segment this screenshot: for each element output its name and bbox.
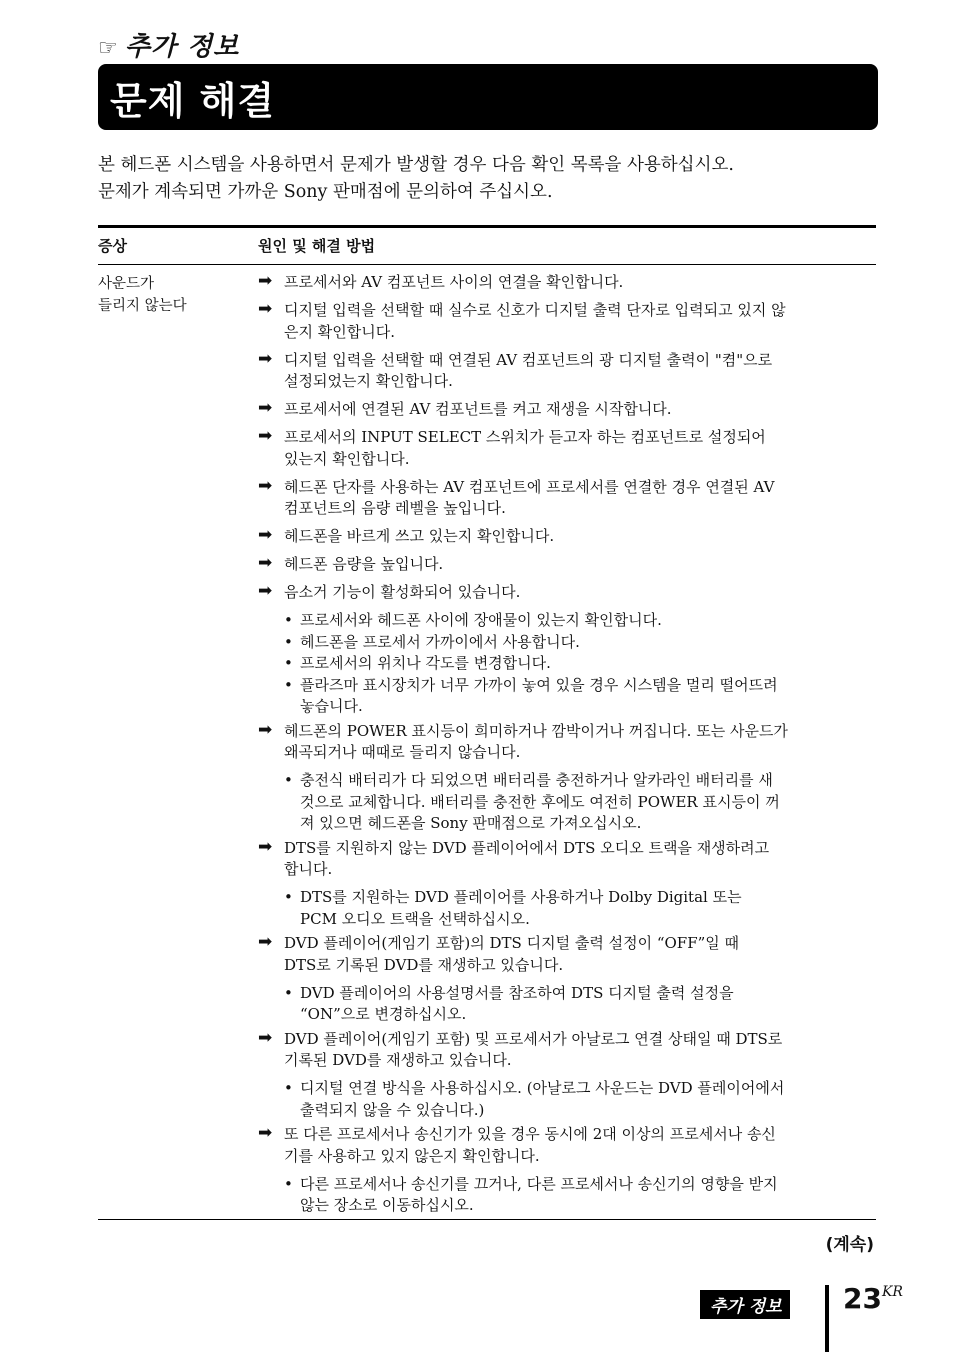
- arrow-right-icon: ➡: [258, 581, 273, 601]
- remedy-text-line: 왜곡되거나 때때로 들리지 않습니다.: [284, 743, 521, 761]
- remedy-text-line: 합니다.: [284, 860, 333, 878]
- bullet-dot-icon: •: [284, 1079, 293, 1097]
- arrow-right-icon: ➡: [258, 348, 273, 369]
- intro-paragraph: [98, 152, 888, 206]
- remedy-text-line: 헤드폰 음량을 높입니다.: [284, 555, 444, 573]
- remedy-bullet-list: [284, 887, 878, 930]
- bullet-text-line: 출력되지 않을 수 있습니다.): [300, 1100, 485, 1119]
- intro-line: 본 헤드폰 시스템을 사용하면서 문제가 발생할 경우 다음 확인 목록을 사용하십시오.: [98, 155, 734, 175]
- bullet-item: [284, 1078, 878, 1121]
- remedy-text-line: DTS로 기록된 DVD를 재생하고 있습니다.: [284, 955, 564, 974]
- bullet-item: [284, 610, 878, 632]
- remedy-text-line: 있는지 확인합니다.: [284, 449, 410, 468]
- remedy-text-line: 프로세서에 연결된 AV 컴포넌트를 켜고 재생을 시작합니다.: [284, 400, 672, 418]
- table-header-rule: [98, 264, 876, 265]
- remedy-bullet-list: [284, 1078, 878, 1121]
- remedy-item: [258, 427, 878, 470]
- bullet-text-line: 헤드폰을 프로세서 가까이에서 사용합니다.: [300, 632, 580, 651]
- remedy-text-line: 디지털 입력을 선택할 때 연결된 AV 컴포넌트의 광 디지털 출력이 "켬"으로: [284, 350, 773, 369]
- remedy-bullet-list: [284, 610, 878, 718]
- remedy-item: [258, 838, 878, 881]
- section-heading-text: 추가 정보: [124, 32, 240, 62]
- bullet-dot-icon: •: [284, 1174, 293, 1193]
- arrow-right-icon: ➡: [258, 719, 273, 740]
- arrow-right-icon: ➡: [258, 475, 273, 496]
- bullet-item: [284, 770, 878, 835]
- remedy-item: [258, 933, 878, 976]
- bullet-text-line: PCM 오디오 트랙을 선택하십시오.: [300, 909, 530, 928]
- remedy-item: [258, 1124, 878, 1167]
- remedy-text-line: 음소거 기능이 활성화되어 있습니다.: [284, 583, 521, 601]
- bullet-dot-icon: •: [284, 771, 293, 789]
- continued-note: (계속): [825, 1235, 874, 1255]
- remedy-text-line: 프로세서의 INPUT SELECT 스위치가 듣고자 하는 컴포넌트로 설정되어: [284, 428, 766, 446]
- bullet-dot-icon: •: [284, 888, 293, 906]
- section-heading: [98, 26, 239, 63]
- bullet-item: [284, 632, 878, 654]
- remedy-item: [258, 399, 878, 421]
- bullet-item: [284, 653, 878, 675]
- remedy-text-line: 또 다른 프로세서나 송신기가 있을 경우 동시에 2대 이상의 프로세서나 송신: [284, 1125, 776, 1143]
- remedy-item: [258, 554, 878, 576]
- bullet-text-line: 디지털 연결 방식을 사용하십시오. (아날로그 사운드는 DVD 플레이어에서: [300, 1079, 785, 1097]
- page-title-bar: [98, 64, 878, 130]
- arrow-right-icon: ➡: [258, 299, 273, 319]
- remedy-bullet-list: [284, 1174, 878, 1217]
- arrow-right-icon: ➡: [258, 271, 273, 291]
- remedy-item: [258, 350, 878, 393]
- bullet-text-line: DTS를 지원하는 DVD 플레이어를 사용하거나 Dolby Digital 또는: [300, 888, 742, 906]
- bullet-text-line: 프로세서의 위치나 각도를 변경합니다.: [300, 654, 551, 672]
- page-number-value: 23: [843, 1282, 882, 1315]
- remedy-text-line: 설정되었는지 확인합니다.: [284, 372, 453, 390]
- remedy-item: [258, 300, 878, 343]
- bullet-text-line: 것으로 교체합니다. 배터리를 충전한 후에도 여전히 POWER 표시등이 꺼: [300, 792, 780, 811]
- arrow-right-icon: ➡: [258, 1027, 273, 1048]
- arrow-right-icon: ➡: [258, 836, 273, 857]
- remedy-text-line: 디지털 입력을 선택할 때 실수로 신호가 디지털 출력 단자로 입력되고 있지 않: [284, 301, 786, 319]
- remedy-item: [258, 477, 878, 520]
- bullet-text-line: 프로세서와 헤드폰 사이에 장애물이 있는지 확인합니다.: [300, 611, 662, 629]
- bullet-dot-icon: •: [284, 611, 293, 629]
- bullet-item: [284, 675, 878, 718]
- bullet-item: [284, 983, 878, 1026]
- symptom-cell: [98, 273, 187, 317]
- remedy-text-line: 헤드폰의 POWER 표시등이 희미하거나 깜박이거나 꺼집니다. 또는 사운드가: [284, 721, 788, 740]
- remedy-text-line: DVD 플레이어(게임기 포함) 및 프로세서가 아날로그 연결 상태일 때 DTS로: [284, 1029, 783, 1048]
- bullet-item: [284, 887, 878, 930]
- arrow-right-icon: ➡: [258, 1123, 273, 1143]
- remedy-text-line: 기를 사용하고 있지 않은지 확인합니다.: [284, 1146, 540, 1165]
- page-title: 문제 해결: [110, 79, 276, 123]
- header-remedy: 원인 및 해결 방법: [258, 237, 376, 255]
- table-top-rule: [98, 225, 876, 228]
- arrow-right-icon: ➡: [258, 932, 273, 952]
- remedy-text-line: 프로세서와 AV 컴포넌트 사이의 연결을 확인합니다.: [284, 273, 624, 291]
- remedy-text-line: 기록된 DVD를 재생하고 있습니다.: [284, 1051, 512, 1069]
- bullet-dot-icon: •: [284, 632, 293, 651]
- table-bottom-rule: [98, 1219, 876, 1220]
- remedy-text-line: 헤드폰 단자를 사용하는 AV 컴포넌트에 프로세서를 연결한 경우 연결된 AV: [284, 477, 775, 496]
- footer-section-label: 추가 정보: [700, 1290, 790, 1319]
- remedy-bullet-list: [284, 770, 878, 835]
- arrow-right-icon: ➡: [258, 426, 273, 446]
- bullet-text-line: 져 있으면 헤드폰을 Sony 판매점으로 가져오십시오.: [300, 814, 642, 832]
- arrow-right-icon: ➡: [258, 525, 273, 545]
- bullet-text-line: 않는 장소로 이동하십시오.: [300, 1196, 474, 1214]
- remedy-item: [258, 1029, 878, 1072]
- page-number-suffix: KR: [881, 1284, 903, 1300]
- remedy-text-line: 컴포넌트의 음량 레벨을 높입니다.: [284, 499, 506, 517]
- intro-line: 문제가 계속되면 가까운 Sony 판매점에 문의하여 주십시오.: [98, 182, 553, 202]
- remedy-text-line: 헤드폰을 바르게 쓰고 있는지 확인합니다.: [284, 527, 555, 545]
- arrow-right-icon: ➡: [258, 553, 273, 573]
- remedy-bullet-list: [284, 983, 878, 1026]
- footer-divider: [825, 1285, 829, 1352]
- bullet-text-line: “ON”으로 변경하십시오.: [300, 1005, 467, 1023]
- remedy-item: [258, 721, 878, 764]
- bullet-item: [284, 1174, 878, 1217]
- remedy-text-line: 은지 확인합니다.: [284, 322, 395, 341]
- symptom-line: 사운드가: [98, 276, 155, 292]
- pointing-hand-icon: ☞: [98, 36, 119, 61]
- remedy-list: [258, 272, 878, 1220]
- page-number: [843, 1282, 903, 1315]
- symptom-line: 들리지 않는다: [98, 298, 187, 314]
- bullet-text-line: 충전식 배터리가 다 되었으면 배터리를 충전하거나 알카라인 배터리를 새: [300, 771, 773, 789]
- remedy-item: [258, 582, 878, 604]
- bullet-text-line: 플라즈마 표시장치가 너무 가까이 놓여 있을 경우 시스템을 멀리 떨어뜨려: [300, 675, 778, 694]
- remedy-item: [258, 272, 878, 294]
- bullet-dot-icon: •: [284, 675, 293, 694]
- remedy-text-line: DVD 플레이어(게임기 포함)의 DTS 디지털 출력 설정이 “OFF”일 때: [284, 934, 740, 952]
- header-symptom: 증상: [98, 237, 127, 255]
- bullet-dot-icon: •: [284, 654, 293, 672]
- bullet-text-line: 놓습니다.: [300, 697, 363, 715]
- bullet-text-line: DVD 플레이어의 사용설명서를 참조하여 DTS 디지털 출력 설정을: [300, 983, 734, 1002]
- remedy-item: [258, 526, 878, 548]
- bullet-dot-icon: •: [284, 983, 293, 1002]
- arrow-right-icon: ➡: [258, 398, 273, 418]
- remedy-text-line: DTS를 지원하지 않는 DVD 플레이어에서 DTS 오디오 트랙을 재생하려고: [284, 838, 770, 857]
- bullet-text-line: 다른 프로세서나 송신기를 끄거나, 다른 프로세서나 송신기의 영향을 받지: [300, 1174, 778, 1193]
